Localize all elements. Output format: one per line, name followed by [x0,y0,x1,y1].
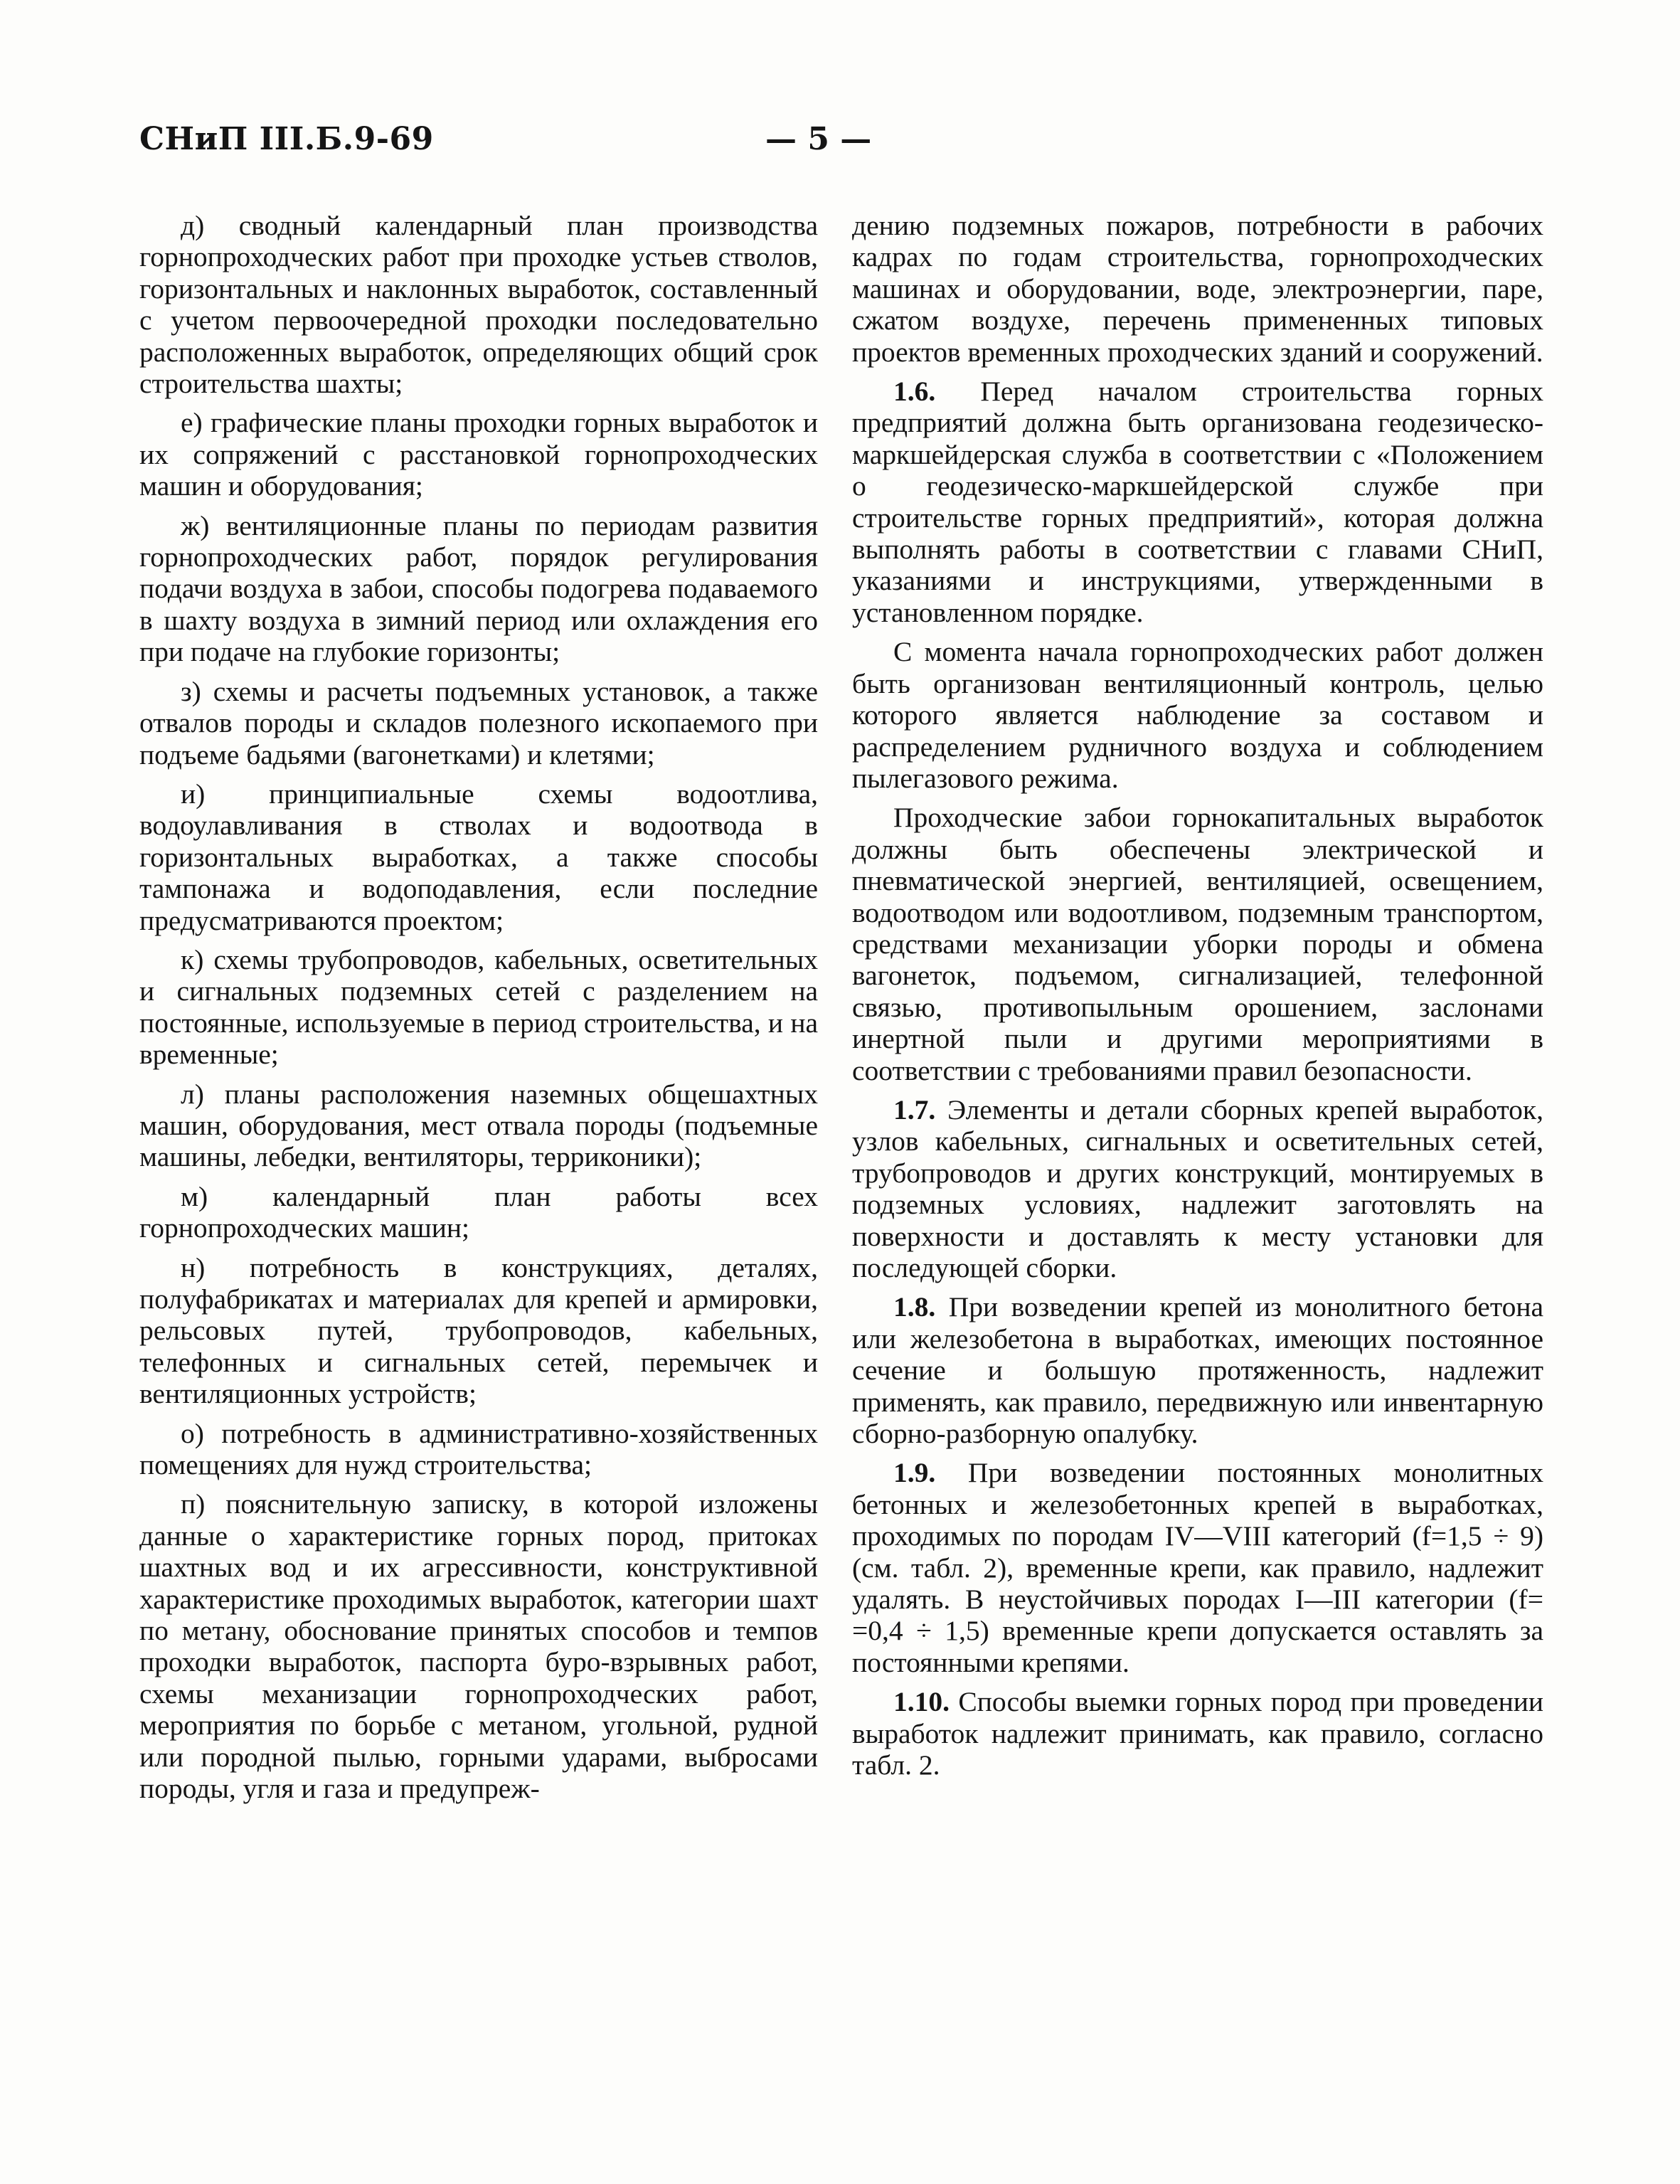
clause-number: 1.6. [893,376,936,408]
page-header [139,121,1555,164]
clause-1-10 [852,1686,1543,1781]
paragraph-faces: Проходческие забои горнокапитальных выработок должны быть обеспечены электрической и пневматической энергией, вентиляцией, освещением, водоотводом или водоотливом, подземным транспортом, средствами механизации уборки породы и обмена вагонеток, подъемом, сигнализацией, телефонной связью, противопыльным орошением, заслонами инертной пыли и другими мероприятиями в соответствии с требованиями правил безопасности. [852,802,1543,1086]
clause-number: 1.7. [893,1093,936,1125]
clause-1-9 [852,1457,1543,1678]
clause-text: Способы выемки горных пород при проведении выработок надлежит принимать, как правило, согласно табл. 2. [852,1686,1544,1781]
clause-text: Перед началом строительства горных предприятий должна быть организована геодезическо-маркшейдерская служба в соответствии с «Положением о геодезическо-маркшейдерской службе при строительстве горных предприятий», которая должна выполнять работы в соответствии с главами СНиП, указаниями и инструкциями, утвержденными в установленном порядке. [852,376,1543,628]
document-code: СНиП III.Б.9-69 [139,121,434,157]
clause-text: Элементы и детали сборных крепей выработок, узлов кабельных, сигнальных и осветительных сетей, трубопроводов и других конструкций, монтируемых в подземных условиях, надлежит заготовлять на поверхности и доставлять к месту установки для последующей сборки. [852,1093,1544,1283]
list-item-k: к) схемы трубопроводов, кабельных, осветительных и сигнальных подземных сетей с разделением на постоянные, используемые в период строительства, и на временные; [139,943,818,1071]
clause-1-7 [852,1094,1543,1283]
clause-text: При возведении постоянных монолитных бетонных и железобетонных крепей в выработках, проходимых по породам IV—VIII категорий (f=1,5 ÷ 9) (см. табл. 2), временные крепи, как правило, надлежит удалять. В неустойчивых породах I—III категории (f= =0,4 ÷ 1,5) временные крепи допускается оставлять за постоянными крепями. [852,1457,1544,1678]
clause-number: 1.9. [893,1457,936,1489]
right-column [852,210,1543,1789]
list-item-d: д) сводный календарный план производства горнопроходческих работ при проходке устьев стволов, горизонтальных и наклонных выработок, составленный с учетом первоочередной проходки последовательно расположенных выработок, определяющих общий срок строительства шахты; [139,210,818,400]
left-column [139,210,818,1813]
page-number: — 5 — [765,121,872,157]
list-item-o: о) потребность в административно-хозяйственных помещениях для нужд строительства; [139,1417,818,1481]
list-item-n: н) потребность в конструкциях, деталях, полуфабрикатах и материалах для крепей и армировки, рельсовых путей, трубопроводов, кабельных, телефонных и сигнальных сетей, перемычек и вентиляционных устройств; [139,1251,818,1410]
list-item-l: л) планы расположения наземных общешахтных машин, оборудования, мест отвала породы (подъемные машины, лебедки, вентиляторы, терриконики); [139,1078,818,1173]
continuation-paragraph: дению подземных пожаров, потребности в рабочих кадрах по годам строительства, горнопроходческих машинах и оборудовании, воде, электроэнергии, паре, сжатом воздухе, перечень примененных типовых проектов временных проходческих зданий и сооружений. [852,210,1543,368]
paragraph-ventilation-control: С момента начала горнопроходческих работ должен быть организован вентиляционный контроль, целью которого является наблюдение за составом и распределением рудничного воздуха и соблюдением пылегазового режима. [852,636,1543,794]
clause-1-8 [852,1291,1543,1449]
clause-number: 1.8. [893,1291,936,1323]
clause-number: 1.10. [893,1686,950,1718]
list-item-m: м) календарный план работы всех горнопроходческих машин; [139,1180,818,1244]
clause-1-6 [852,376,1543,628]
clause-text: При возведении крепей из монолитного бетона или железобетона в выработках, имеющих постоянное сечение и большую протяженность, надлежит применять, как правило, передвижную или инвентарную сборно-разборную опалубку. [852,1291,1543,1450]
list-item-e: е) графические планы проходки горных выработок и их сопряжений с расстановкой горнопроходческих машин и оборудования; [139,407,818,502]
list-item-i: и) принципиальные схемы водоотлива, водоулавливания в стволах и водоотвода в горизонтальных выработках, а также способы тампонажа и водоподавления, если последние предусматриваются проектом; [139,778,818,936]
list-item-p: п) пояснительную записку, в которой изложены данные о характеристике горных пород, притоках шахтных вод и их агрессивности, конструктивной характеристике проходимых выработок, категории шахт по метану, обоснование принятых способов и темпов проходки выработок, паспорта буро-взрывных работ, схемы механизации горнопроходческих работ, мероприятия по борьбе с метаном, угольной, рудной или породной пылью, горными ударами, выбросами породы, угля и газа и предупреж- [139,1488,818,1805]
list-item-z: з) схемы и расчеты подъемных установок, а также отвалов породы и складов полезного ископаемого при подъеме бадьями (вагонетками) и клетями; [139,675,818,770]
list-item-zh: ж) вентиляционные планы по периодам развития горнопроходческих работ, порядок регулирования подачи воздуха в забои, способы подогрева подаваемого в шахту воздуха в зимний период или охлаждения его при подаче на глубокие горизонты; [139,509,818,668]
